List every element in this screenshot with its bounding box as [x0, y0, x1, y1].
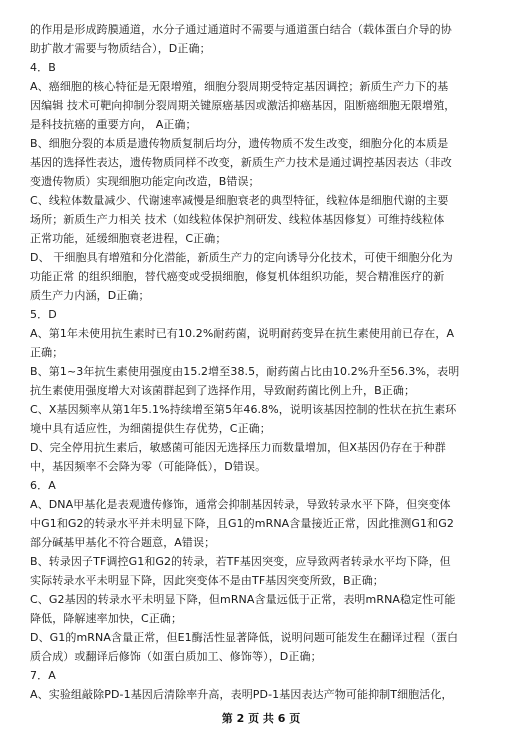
text-line: C、X基因频率从第1年5.1%持续增至第5年46.8%，说明该基因控制的性状在抗生素环 [30, 403, 457, 416]
text-line: B、细胞分裂的本质是遗传物质复制后均分，遗传物质不发生改变，细胞分化的本质是 [30, 137, 449, 150]
text-line: 因编辑 技术可靶向抑制分裂周期关键原癌基因或激活抑癌基因，阻断癌细胞无限增殖， [30, 99, 456, 112]
text-line: C、线粒体数量减少、代谢速率减慢是细胞衰老的典型特征，线粒体是细胞代谢的主要 [30, 194, 449, 207]
text-line: 基因的选择性表达，遗传物质同样不改变，新质生产力技术是通过调控基因表达（非改 [30, 156, 452, 169]
text-line: D、G1的mRNA含量正常，但E1酶活性显著降低，说明问题可能发生在翻译过程（蛋白 [30, 631, 459, 644]
text-line: 的作用是形成跨膜通道，水分子通过通道时不需要与通道蛋白结合（载体蛋白介导的协 [30, 23, 452, 36]
text-line: 部分碱基甲基化不符合题意，A错误； [30, 536, 216, 549]
text-line: 抗生素使用强度增大对该菌群起到了选择作用，导致耐药菌比例上升，B正确； [30, 384, 416, 397]
question-number-line: 6．A [30, 479, 56, 492]
question-number-line: 5．D [30, 308, 57, 321]
text-line: 变遗传物质）实现细胞功能定向改造，B错误； [30, 175, 260, 188]
text-line: 质合成）或翻译后修饰（如蛋白质加工、修饰等），D正确； [30, 650, 322, 663]
text-line: 中，基因频率不会降为零（可能降低），D错误。 [30, 460, 267, 473]
text-line: 正常功能，延缓细胞衰老进程，C正确； [30, 232, 227, 245]
text-line: D、 干细胞具有增殖和分化潜能，新质生产力的定向诱导分化技术，可使干细胞分化为 [30, 251, 453, 264]
question-number-line: 7．A [30, 669, 56, 682]
text-line: A、实验组敲除PD-1基因后清除率升高，表明PD-1基因表达产物可能抑制T细胞活化， [30, 688, 453, 701]
text-line: A、第1年未使用抗生素时已有10.2%耐药菌，说明耐药变异在抗生素使用前已存在，A [30, 327, 455, 340]
answer-explanation-text [30, 20, 496, 704]
question-number-line: 4．B [30, 61, 56, 74]
text-line: A、癌细胞的核心特征是无限增殖，细胞分裂周期受特定基因调控；新质生产力下的基 [30, 80, 449, 93]
text-line: 功能正常 的组织细胞，替代癌变或受损细胞，修复机体组织功能，契合精准医疗的新 [30, 270, 445, 283]
text-line: 助扩散才需要与物质结合），D正确； [30, 42, 211, 55]
text-line: B、转录因子TF调控G1和G2的转录，若TF基因突变，应导致两者转录水平均下降，但 [30, 555, 451, 568]
text-line: 降低，降解速率加快，C正确； [30, 612, 183, 625]
text-line: C、G2基因的转录水平未明显下降，但mRNA含量远低于正常，表明mRNA稳定性可能 [30, 593, 456, 606]
text-line: 中G1和G2的转录水平并未明显下降，且G1的mRNA含量接近正常，因此推测G1和G2 [30, 517, 454, 530]
text-line: 是科技抗癌的重要方向， A正确； [30, 118, 197, 131]
text-line: 实际转录水平未明显下降，因此突变体不是由TF基因突变所致，B正确； [30, 574, 384, 587]
text-line: A、DNA甲基化是表观遗传修饰，通常会抑制基因转录，导致转录水平下降，但突变体 [30, 498, 451, 511]
page-footer: 第 2 页 共 6 页 [221, 712, 301, 725]
text-line: 正确； [30, 346, 64, 359]
text-line: B、第1~3年抗生素使用强度由15.2增至38.5，耐药菌占比由10.2%升至56.3%，表明 [30, 365, 460, 378]
text-line: 境中具有适应性，为细菌提供生存优势，C正确； [30, 422, 271, 435]
text-line: D、完全停用抗生素后，敏感菌可能因无选择压力而数量增加，但X基因仍存在于种群 [30, 441, 446, 454]
text-line: 场所；新质生产力相关 技术（如线粒体保护剂研发、线粒体基因修复）可维持线粒体 [30, 213, 445, 226]
text-line: 质生产力内涵，D正确； [30, 289, 150, 302]
